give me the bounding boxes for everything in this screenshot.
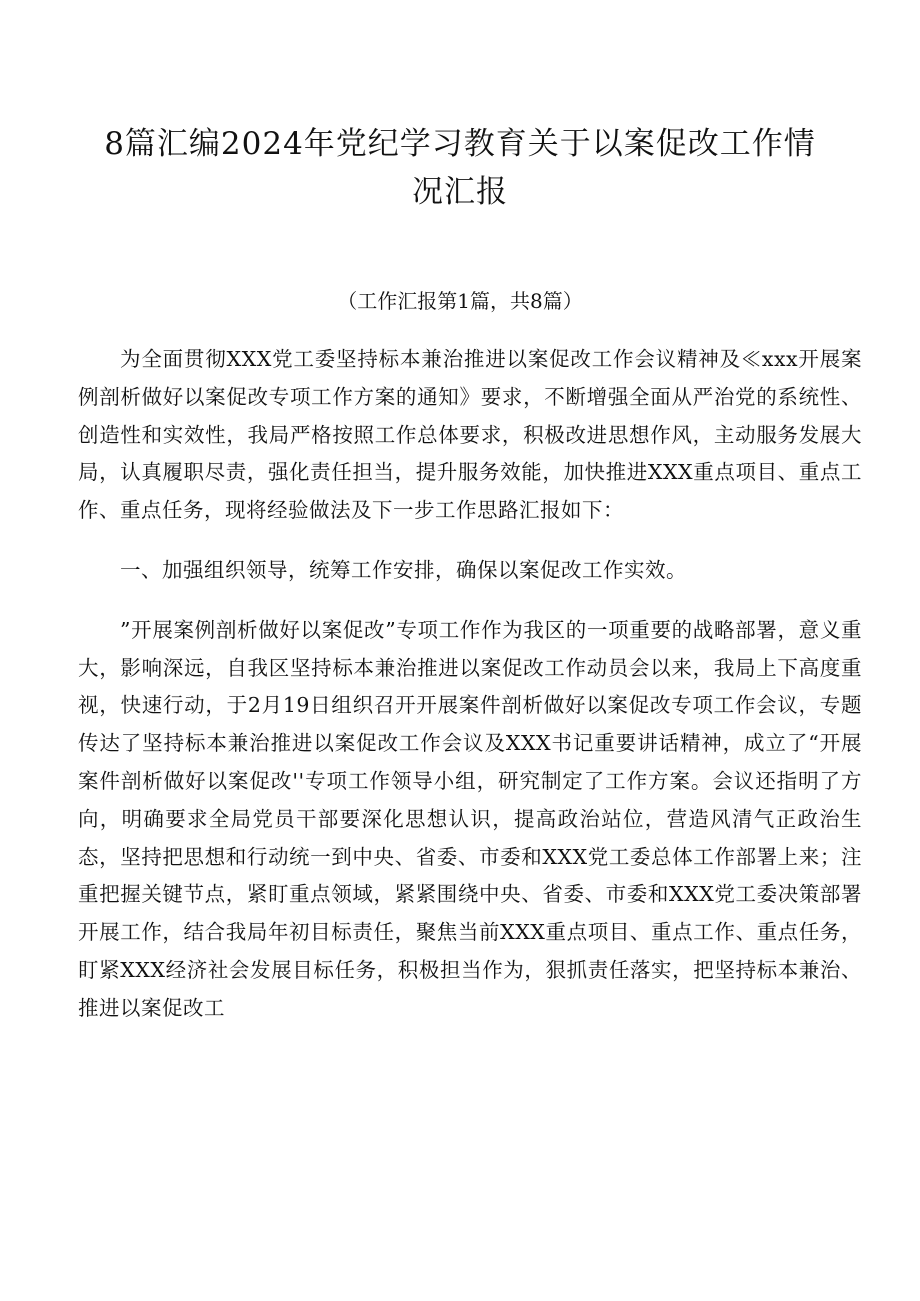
document-title [60, 120, 860, 216]
body-paragraph-2: ”开展案例剖析做好以案促改”专项工作作为我区的一项重要的战略部署，意义重大，影响深远，自我区坚持标本兼治推进以案促改工作动员会以来，我局上下高度重视，快速行动，于2月19日组织召开开展案件剖析做好以案促改专项工作会议，专题传达了坚持标本兼治推进以案促改工作会议及XXX书记重要讲话精神，成立了“开展案件剖析做好以案促改''专项工作领导小组，研究制定了工作方案。会议还指明了方向，明确要求全局党员干部要深化思想认识，提高政治站位，营造风清气正政治生态，坚持把思想和行动统一到中央、省委、市委和XXX党工委总体工作部署上来；注重把握关键节点，紧盯重点领域，紧紧围绕中央、省委、市委和XXX党工委决策部署开展工作，结合我局年初目标责任，聚焦当前XXX重点项目、重点工作、重点任务，盯紧XXX经济社会发展目标任务，积极担当作为，狠抓责任落实，把坚持标本兼治、推进以案促改工 [78, 617, 862, 1020]
document-title-line-1: 8篇汇编2024年党纪学习教育关于以案促改工作情 [104, 126, 816, 162]
body-paragraph-1: 为全面贯彻XXX党工委坚持标本兼治推进以案促改工作会议精神及≪xxx开展案例剖析做好以案促改专项工作方案的通知》要求，不断增强全面从严治党的系统性、创造性和实效性，我局严格按照工作总体要求，积极改进思想作风，主动服务发展大局，认真履职尽责，强化责任担当，提升服务效能，加快推进XXX重点项目、重点工作、重点任务，现将经验做法及下一步工作思路汇报如下： [78, 347, 862, 523]
document-title-line-2: 况汇报 [412, 174, 508, 210]
section-heading-1: 一、加强组织领导，统筹工作安排，确保以案促改工作实效。 [120, 557, 688, 582]
document-body [78, 341, 862, 1028]
document-subtitle: （工作汇报第1篇，共8篇） [337, 289, 583, 313]
